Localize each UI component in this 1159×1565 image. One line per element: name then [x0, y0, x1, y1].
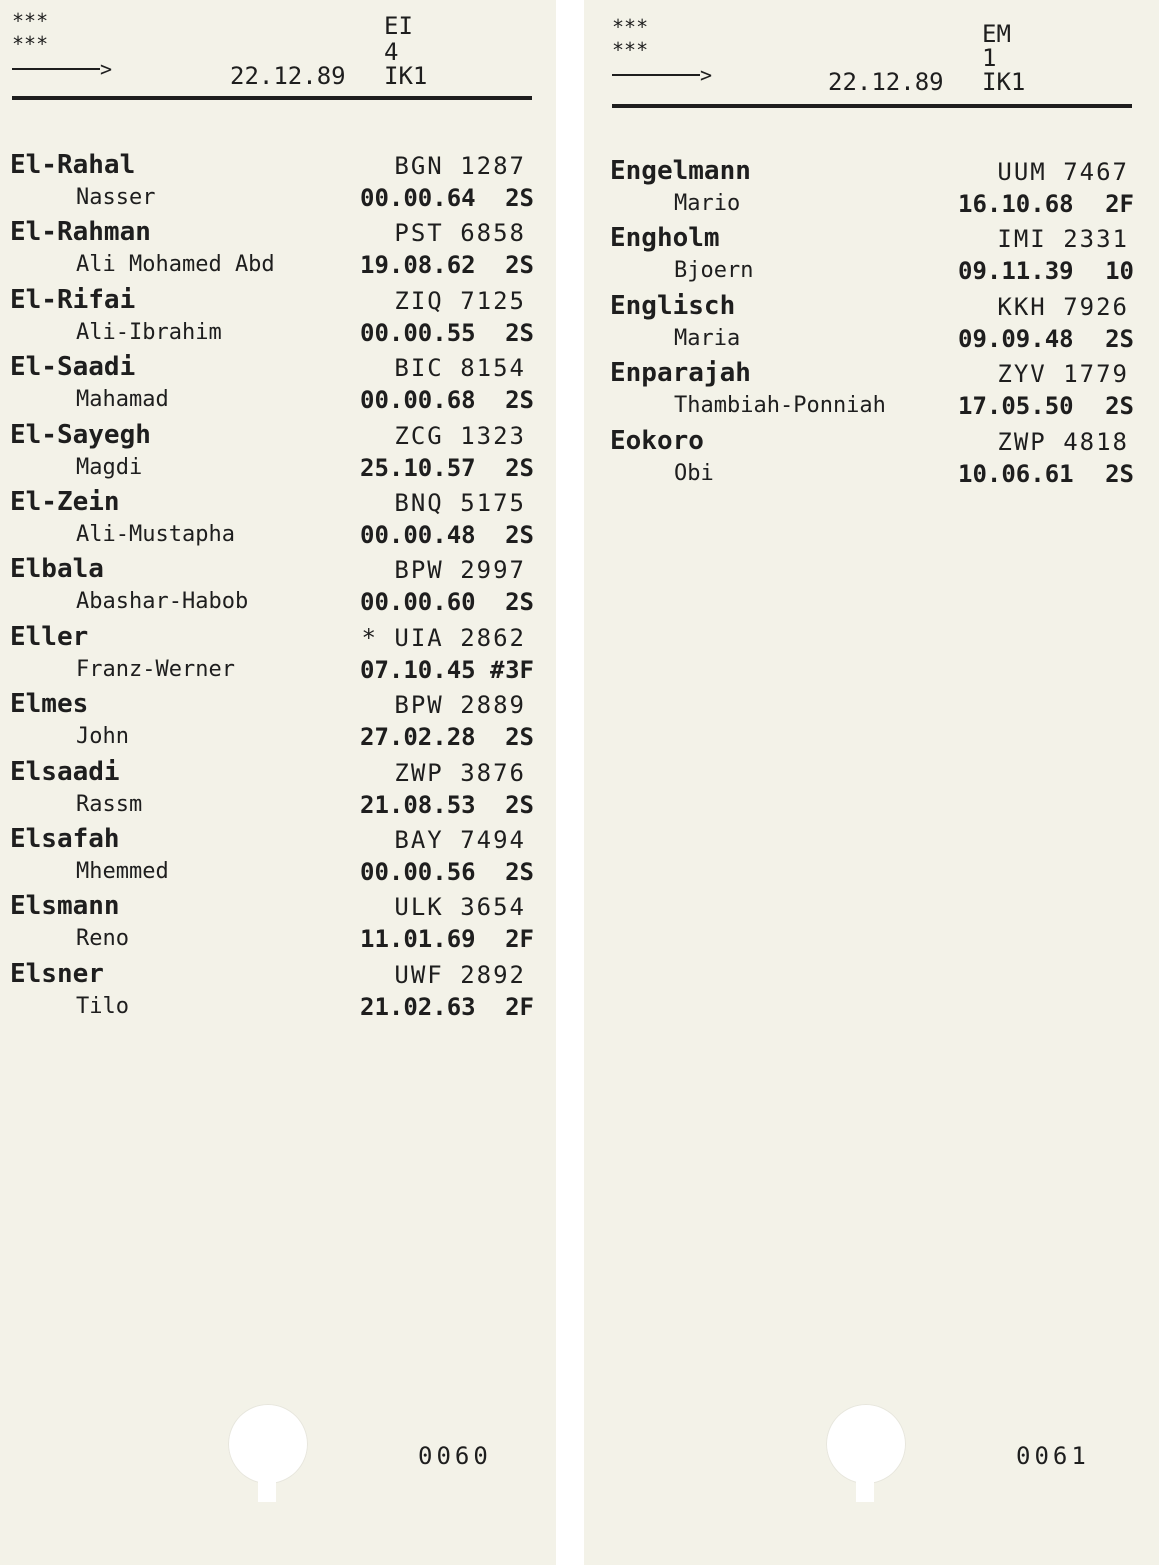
entry-code: BIC 8154: [394, 354, 526, 383]
entry-code: * UIA 2862: [361, 623, 526, 652]
entry-given-name: Bjoern: [674, 258, 754, 284]
entry-row: [0, 150, 556, 218]
entry-class: 2S: [505, 723, 534, 752]
entry-class: 2F: [505, 992, 534, 1021]
entry-surname: Eokoro: [610, 425, 704, 456]
entry-code: BGN 1287: [394, 152, 526, 180]
entry-class: 2S: [505, 386, 534, 415]
card-number: 0060: [418, 1442, 492, 1470]
entry-code: ZWP 4818: [997, 427, 1129, 456]
header-code-line-1: EM: [982, 20, 1011, 48]
entry-class: 2S: [505, 184, 534, 212]
entry-class: 2S: [505, 521, 534, 549]
entry-row: [584, 358, 1159, 426]
entry-surname: Engholm: [610, 223, 720, 254]
entry-class: 2S: [505, 790, 534, 819]
header-stars-1: ***: [612, 15, 649, 39]
entry-row: [584, 223, 1159, 291]
entry-class: 10: [1105, 257, 1134, 286]
entry-birth-date: 09.09.48: [958, 324, 1074, 353]
entry-code: UUM 7467: [997, 158, 1129, 186]
entry-row: [0, 757, 556, 825]
entry-code: BPW 2889: [394, 691, 526, 720]
entry-surname: Elsaadi: [10, 756, 120, 787]
entry-birth-date: 17.05.50: [958, 392, 1074, 421]
entry-class: 2S: [505, 453, 534, 482]
arrow-icon: >: [612, 68, 712, 82]
arrow-icon: >: [12, 62, 112, 76]
entry-given-name: Ali-Mustapha: [76, 522, 235, 547]
entry-given-name: Magdi: [76, 454, 143, 480]
entry-class: 2S: [505, 588, 534, 617]
entry-surname: Elsmann: [10, 891, 120, 922]
header-code-line-2: 1: [982, 44, 997, 72]
entry-given-name: Rassm: [76, 791, 143, 817]
entry-class: 3F: [505, 655, 534, 684]
entry-row: [0, 622, 556, 690]
entry-code: UWF 2892: [394, 960, 526, 989]
entry-birth-date: 00.00.64: [360, 184, 476, 212]
entry-given-name: Mahamad: [76, 387, 169, 413]
header-batch: IK1: [384, 62, 428, 90]
entry-birth-date: 00.00.68: [360, 386, 476, 415]
header-stars-2: ***: [612, 38, 649, 62]
entry-given-name: Maria: [674, 325, 741, 351]
entry-birth-date: 00.00.48: [360, 521, 476, 549]
header-rule: [612, 104, 1132, 108]
entry-row: [0, 285, 556, 353]
entry-code: ZWP 3876: [394, 758, 526, 787]
entry-row: [584, 426, 1159, 494]
entry-given-name: Reno: [76, 926, 129, 952]
entry-row: [0, 487, 556, 555]
entry-class: 2S: [505, 318, 534, 347]
entry-surname: Elbala: [10, 554, 104, 585]
entry-surname: El-Sayegh: [10, 419, 151, 450]
entry-birth-date: 00.00.56: [360, 858, 476, 886]
entry-birth-date: 00.00.55: [360, 318, 476, 347]
entry-surname: El-Rahman: [10, 217, 151, 248]
entry-surname: Englisch: [610, 290, 736, 321]
header-code-line-2: 4: [384, 38, 399, 66]
entry-code: BPW 2997: [394, 556, 526, 585]
entry-class: 2F: [1105, 190, 1134, 218]
index-card-0061: [584, 0, 1159, 1565]
entry-given-name: Obi: [674, 460, 714, 486]
entry-class: 2S: [1105, 324, 1134, 353]
entry-surname: Elsafah: [10, 824, 120, 854]
entry-code: KKH 7926: [997, 292, 1129, 321]
entry-code: BNQ 5175: [394, 489, 526, 517]
entry-surname: Elmes: [10, 689, 89, 720]
entry-code: BAY 7494: [394, 826, 526, 854]
entry-code: ZYV 1779: [997, 360, 1129, 389]
entry-given-name: Tilo: [76, 993, 129, 1019]
entry-given-name: Abashar-Habob: [76, 589, 249, 615]
entry-class: 2S: [1105, 392, 1134, 421]
entry-given-name: Ali Mohamed Abd: [76, 252, 275, 278]
header-date: 22.12.89: [230, 62, 346, 90]
header-rule: [12, 96, 532, 100]
entry-birth-date: 00.00.60: [360, 588, 476, 617]
entry-birth-date: 21.02.63: [360, 992, 476, 1021]
entry-code: ZIQ 7125: [394, 286, 526, 315]
entry-class: 2F: [505, 925, 534, 954]
entry-row: [0, 352, 556, 420]
entry-birth-date: 25.10.57: [360, 453, 476, 482]
header-stars-1: ***: [12, 9, 49, 33]
entry-row: [0, 689, 556, 757]
entry-code: PST 6858: [394, 219, 526, 248]
entry-class: 2S: [505, 251, 534, 280]
entry-row: [0, 554, 556, 622]
entry-row: [0, 420, 556, 488]
entry-birth-date: 09.11.39: [958, 257, 1074, 286]
entry-birth-date: 10.06.61: [958, 459, 1074, 488]
entry-given-name: Franz-Werner: [76, 656, 235, 682]
entry-surname: Enparajah: [610, 358, 751, 389]
entry-row: [0, 824, 556, 892]
entry-birth-date: 27.02.28: [360, 723, 476, 752]
entry-given-name: John: [76, 724, 129, 750]
entry-birth-date: 07.10.45 #: [360, 655, 505, 684]
punch-hole-tab: [258, 1480, 276, 1502]
header-stars-2: ***: [12, 32, 49, 56]
entry-surname: Engelmann: [610, 156, 751, 186]
index-card-0060: [0, 0, 556, 1565]
entry-class: 2S: [505, 858, 534, 886]
entry-birth-date: 21.08.53: [360, 790, 476, 819]
entry-birth-date: 19.08.62: [360, 251, 476, 280]
punch-hole: [228, 1404, 308, 1484]
header-batch: IK1: [982, 68, 1026, 96]
entry-given-name: Thambiah-Ponniah: [674, 393, 886, 419]
entry-surname: El-Rahal: [10, 150, 136, 180]
entry-given-name: Mario: [674, 191, 741, 216]
punch-hole-tab: [856, 1480, 874, 1502]
entry-birth-date: 11.01.69: [360, 925, 476, 954]
entry-surname: Eller: [10, 621, 89, 652]
header-date: 22.12.89: [828, 68, 944, 96]
entry-birth-date: 16.10.68: [958, 190, 1074, 218]
entry-row: [0, 891, 556, 959]
entry-surname: El-Rifai: [10, 284, 136, 315]
entry-surname: El-Zein: [10, 487, 120, 517]
entry-given-name: Nasser: [76, 185, 156, 210]
entry-row: [0, 217, 556, 285]
entry-given-name: Mhemmed: [76, 859, 169, 884]
punch-hole: [826, 1404, 906, 1484]
header-code-line-1: EI: [384, 12, 413, 40]
entry-code: ZCG 1323: [394, 421, 526, 450]
card-number: 0061: [1016, 1442, 1090, 1470]
entry-surname: El-Saadi: [10, 352, 136, 383]
entry-surname: Elsner: [10, 958, 104, 989]
entry-code: ULK 3654: [394, 893, 526, 922]
entry-row: [584, 156, 1159, 224]
entry-class: 2S: [1105, 459, 1134, 488]
entry-row: [584, 291, 1159, 359]
entry-row: [0, 959, 556, 1027]
entry-given-name: Ali-Ibrahim: [76, 319, 222, 345]
entry-code: IMI 2331: [997, 225, 1129, 254]
